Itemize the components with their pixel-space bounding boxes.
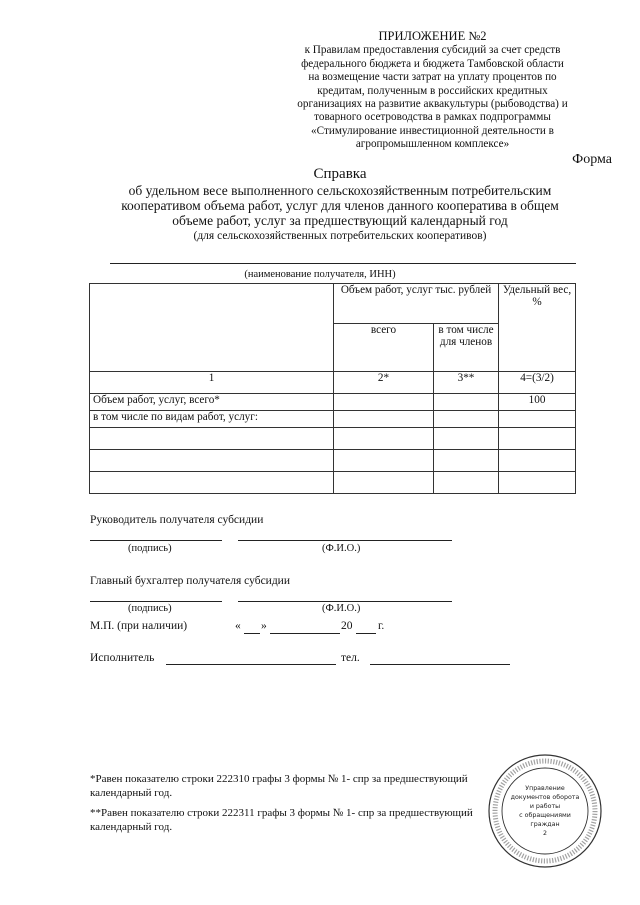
table-cell xyxy=(334,411,434,428)
table-cell xyxy=(334,394,434,411)
header-volume: Объем работ, услуг тыс. рублей xyxy=(334,284,499,324)
table-cell xyxy=(90,450,334,472)
row-types-label: в том числе по видам работ, услуг: xyxy=(90,411,334,428)
date-close-quote: » xyxy=(261,620,267,632)
footnote-1-line: календарный год. xyxy=(90,787,173,799)
stamp-place-label: М.П. (при наличии) xyxy=(90,620,188,632)
appendix-line: на возмещение части затрат на уплату процентов по xyxy=(308,71,557,84)
column-number: 1 xyxy=(90,372,334,394)
table-cell xyxy=(434,472,499,494)
appendix-line: «Стимулирование инвестиционной деятельности в xyxy=(311,124,554,137)
appendix-block xyxy=(260,30,605,152)
head-sign-caption: (подпись) xyxy=(128,543,172,554)
title-line: об удельном весе выполненного сельскохозяйственным потребительским xyxy=(128,183,552,198)
recipient-line xyxy=(110,263,576,264)
stamp-outer-ring xyxy=(489,755,601,867)
appendix-line: к Правилам предоставления субсидий за счет средств xyxy=(304,44,561,57)
appendix-line: организациях на развитие аквакультуры (рыбоводства) и xyxy=(297,98,568,111)
footnote-2-line: календарный год. xyxy=(90,821,173,833)
table-cell xyxy=(499,411,576,428)
footnote-1-line: *Равен показателю строки 222310 графы 3 формы № 1- спр за предшествующий xyxy=(90,773,468,785)
form-label: Форма xyxy=(572,152,612,167)
stamp-inner-ring xyxy=(502,768,588,854)
official-stamp xyxy=(486,752,604,870)
date-year-suffix: г. xyxy=(378,620,385,632)
accountant-sign-line xyxy=(90,601,222,602)
stamp-text: 2 xyxy=(542,830,548,837)
title-main: Справка xyxy=(313,166,367,182)
table-cell xyxy=(334,450,434,472)
column-number: 3** xyxy=(434,372,499,394)
date-year-line xyxy=(356,633,376,634)
column-number: 4=(3/2) xyxy=(499,372,576,394)
appendix-heading: ПРИЛОЖЕНИЕ №2 xyxy=(378,29,487,43)
accountant-name-line xyxy=(238,601,452,602)
title-line: объеме работ, услуг за предшествующий календарный год xyxy=(172,213,508,228)
date-open-quote: « xyxy=(235,620,241,632)
stamp-text: и работы xyxy=(529,803,561,810)
head-sign-line xyxy=(90,540,222,541)
accountant-label: Главный бухгалтер получателя субсидии xyxy=(90,575,290,587)
header-total: всего xyxy=(334,324,434,372)
column-number: 2* xyxy=(334,372,434,394)
head-name-caption: (Ф.И.О.) xyxy=(322,543,361,554)
head-name-line xyxy=(238,540,452,541)
table-cell xyxy=(334,428,434,450)
table-cell xyxy=(90,472,334,494)
accountant-name-caption: (Ф.И.О.) xyxy=(322,603,361,614)
executor-line xyxy=(166,664,336,665)
table-cell xyxy=(434,450,499,472)
date-year-prefix: 20 xyxy=(341,620,353,632)
table-cell xyxy=(499,428,576,450)
stamp-text: Управление xyxy=(525,785,565,792)
head-label: Руководитель получателя субсидии xyxy=(90,514,264,526)
table-cell xyxy=(434,411,499,428)
row-total-label: Объем работ, услуг, всего* xyxy=(90,394,334,411)
table-cell xyxy=(434,394,499,411)
date-day-line xyxy=(244,633,260,634)
header-share: Удельный вес, % xyxy=(499,284,576,372)
stamp-ring-lettering xyxy=(495,761,595,861)
appendix-line: федерального бюджета и бюджета Тамбовской области xyxy=(301,57,564,70)
appendix-line: товарного осетроводства в рамках подпрограммы xyxy=(314,111,551,124)
table-cell xyxy=(334,472,434,494)
document-title xyxy=(80,166,600,243)
stamp-text: документов оборота xyxy=(510,794,580,801)
phone-label: тел. xyxy=(341,652,360,664)
header-cell-empty xyxy=(90,284,334,372)
title-line: кооперативом объема работ, услуг для членов данного кооператива в общем xyxy=(121,198,559,213)
appendix-line: кредитам, полученным в российских кредитных xyxy=(317,84,548,97)
accountant-sign-caption: (подпись) xyxy=(128,603,172,614)
title-subtitle: (для сельскохозяйственных потребительских кооперативов) xyxy=(193,230,487,242)
table-cell xyxy=(434,428,499,450)
date-month-line xyxy=(270,633,340,634)
stamp-text: граждан xyxy=(530,821,560,828)
table-cell xyxy=(90,428,334,450)
table-cell xyxy=(499,472,576,494)
stamp-text: с обращениями xyxy=(519,812,571,819)
phone-line xyxy=(370,664,510,665)
header-members: в том числе для членов xyxy=(434,324,499,372)
footnote-2-line: **Равен показателю строки 222311 графы 3 формы № 1- спр за предшествующий xyxy=(90,807,473,819)
table-cell xyxy=(499,450,576,472)
recipient-caption: (наименование получателя, ИНН) xyxy=(244,269,396,280)
row-total-share: 100 xyxy=(499,394,576,411)
executor-label: Исполнитель xyxy=(90,652,155,664)
appendix-line: агропромышленном комплексе» xyxy=(355,138,510,151)
data-table xyxy=(89,283,576,494)
